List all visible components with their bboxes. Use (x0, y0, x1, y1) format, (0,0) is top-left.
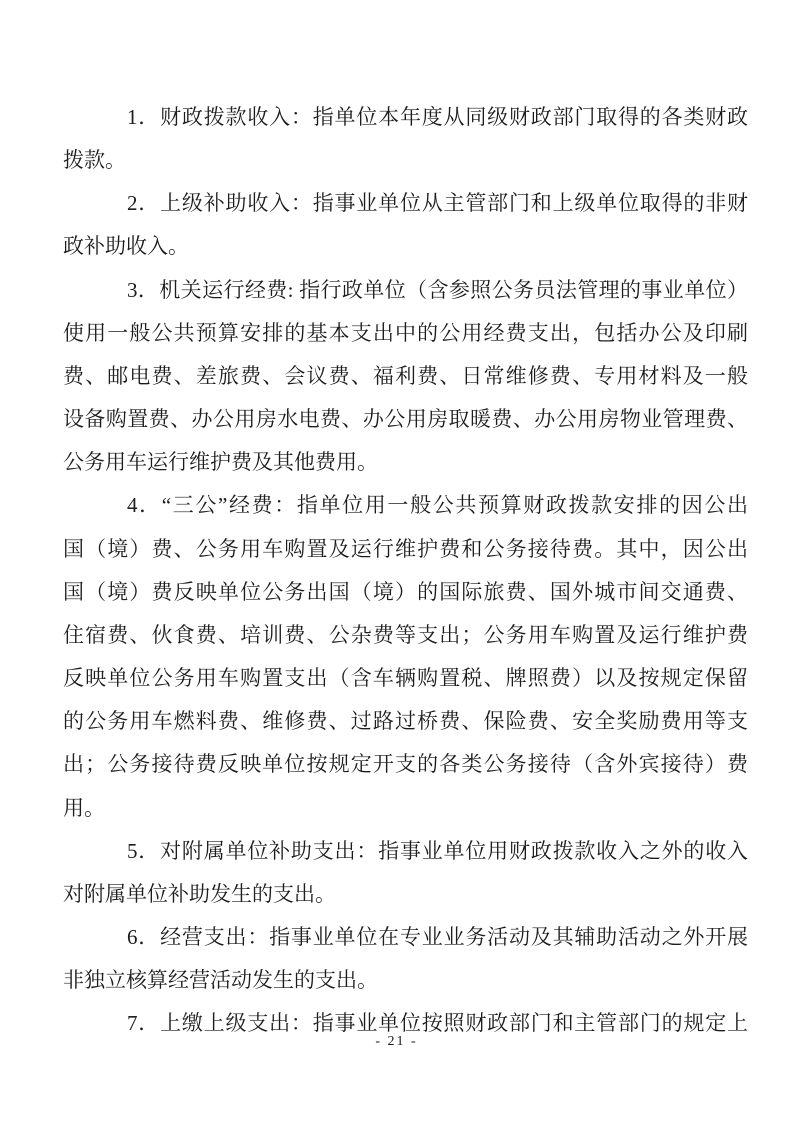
text-line: 政补助收入。 (63, 234, 189, 259)
text-line: 使用一般公共预算安排的基本支出中的公用经费支出，包括办公及印刷 (63, 320, 748, 345)
text-line: 设备购置费、办公用房水电费、办公用房取暖费、办公用房物业管理费、 (63, 407, 748, 432)
text-line: 反映单位公务用车购置支出（含车辆购置税、牌照费）以及按规定保留 (63, 666, 748, 691)
text-line: 出；公务接待费反映单位按规定开支的各类公务接待（含外宾接待）费 (63, 752, 748, 777)
text-line: 3．机关运行经费: 指行政单位（含参照公务员法管理的事业单位） (127, 277, 748, 302)
text-line: 的公务用车燃料费、维修费、过路过桥费、保险费、安全奖励费用等支 (63, 709, 748, 734)
text-line: 国（境）费反映单位公务出国（境）的国际旅费、国外城市间交通费、 (63, 579, 748, 604)
text-line: 费、邮电费、差旅费、会议费、福利费、日常维修费、专用材料及一般 (63, 363, 748, 388)
text-line: 7．上缴上级支出：指事业单位按照财政部门和主管部门的规定上 (127, 1011, 748, 1036)
text-line: 公务用车运行维护费及其他费用。 (63, 450, 378, 475)
text-line: 住宿费、伙食费、培训费、公杂费等支出；公务用车购置及运行维护费 (63, 622, 748, 647)
text-line: 拨款。 (63, 148, 126, 173)
document-body (63, 96, 748, 1045)
text-line: 5．对附属单位补助支出：指事业单位用财政拨款收入之外的收入 (127, 838, 748, 863)
text-line: 用。 (63, 795, 105, 820)
text-line: 4．“三公”经费：指单位用一般公共预算财政拨款安排的因公出 (127, 493, 748, 518)
text-line: 1．财政拨款收入：指单位本年度从同级财政部门取得的各类财政 (127, 105, 748, 129)
text-line: 国（境）费、公务用车购置及运行维护费和公务接待费。其中，因公出 (63, 536, 748, 561)
text-line: 2．上级补助收入：指事业单位从主管部门和上级单位取得的非财 (127, 191, 748, 216)
text-line: 对附属单位补助发生的支出。 (63, 881, 336, 906)
text-line: 非独立核算经营活动发生的支出。 (63, 968, 378, 993)
text-line: 6．经营支出：指事业单位在专业业务活动及其辅助活动之外开展 (127, 924, 748, 949)
page-number: - 21 - (375, 1034, 418, 1049)
